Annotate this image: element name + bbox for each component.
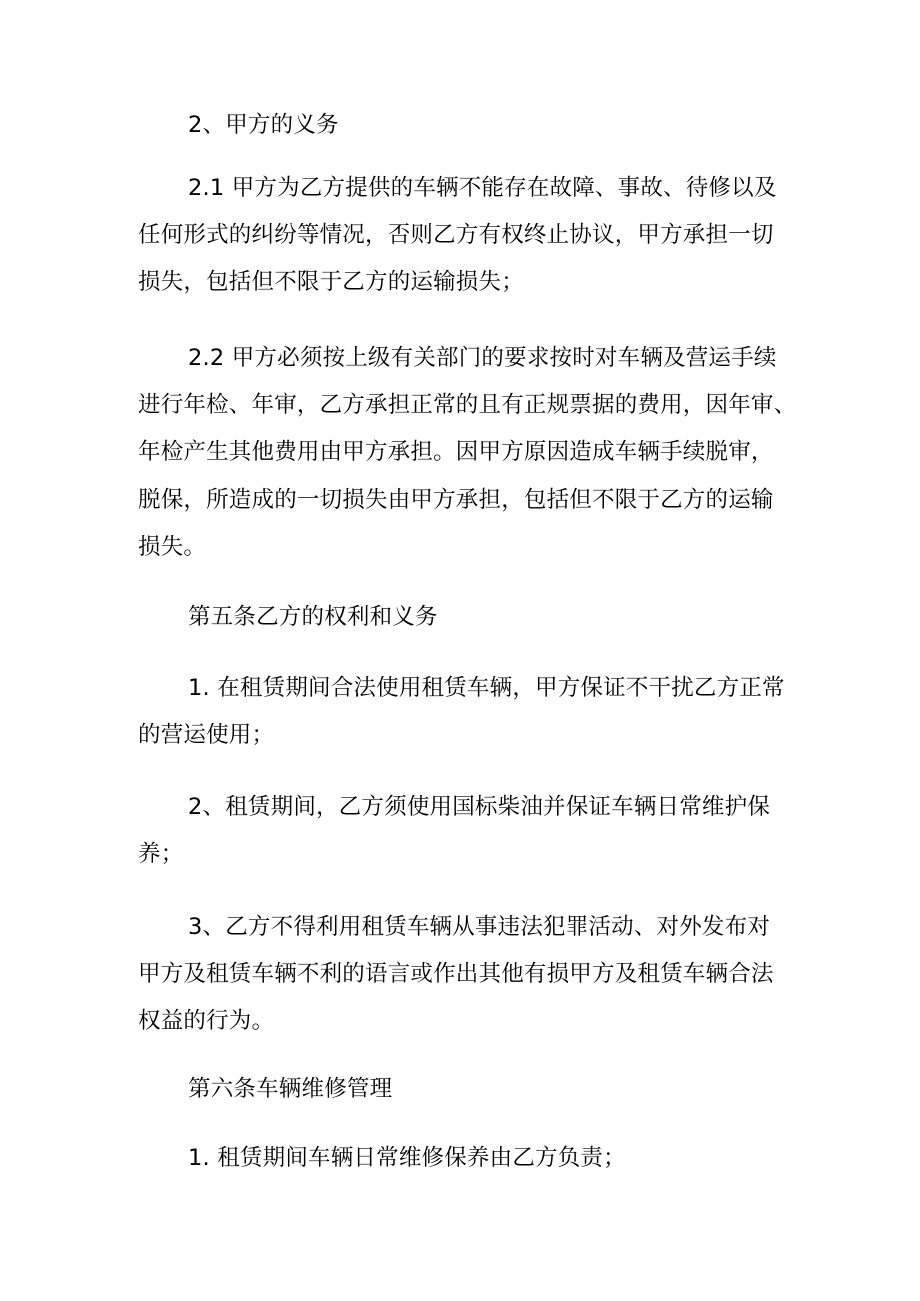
article-5-heading: 第五条乙方的权利和义务 [188,604,438,630]
section-heading-party-a-obligations: 2、甲方的义务 [188,112,339,138]
clause-2-2-line-3: 年检产生其他费用由甲方承担。因甲方原因造成车辆手续脱审， [138,439,774,465]
article-5-item-1-line-2: 的营运使用； [138,722,275,748]
article-5-item-3-line-3: 权益的行为。 [138,1008,275,1034]
clause-2-1-line-2: 任何形式的纠纷等情况，否则乙方有权终止协议，甲方承担一切 [138,222,774,248]
article-5-item-2-line-1: 2、租赁期间，乙方须使用国标柴油并保证车辆日常维护保 [188,794,771,820]
clause-2-2-line-1: 2.2 甲方必须按上级有关部门的要求按时对车辆及营运手续 [188,345,777,371]
clause-2-2-line-4: 脱保，所造成的一切损失由甲方承担，包括但不限于乙方的运输 [138,487,774,513]
article-5-item-3-line-2: 甲方及租赁车辆不利的语言或作出其他有损甲方及租赁车辆合法 [138,961,774,987]
clause-2-1-line-3: 损失，包括但不限于乙方的运输损失； [138,269,524,295]
article-5-item-2-line-2: 养； [138,841,184,867]
article-5-item-1-line-1: 1. 在租赁期间合法使用租赁车辆，甲方保证不干扰乙方正常 [188,675,785,701]
article-6-item-1: 1. 租赁期间车辆日常维修保养由乙方负责； [188,1145,626,1171]
clause-2-2-line-5: 损失。 [138,534,207,560]
article-6-heading: 第六条车辆维修管理 [188,1076,393,1102]
clause-2-1-line-1: 2.1 甲方为乙方提供的车辆不能存在故障、事故、待修以及 [188,175,777,201]
article-5-item-3-line-1: 3、乙方不得利用租赁车辆从事违法犯罪活动、对外发布对 [188,914,771,940]
clause-2-2-line-2: 进行年检、年审，乙方承担正常的且有正规票据的费用，因年审、 [138,392,797,418]
